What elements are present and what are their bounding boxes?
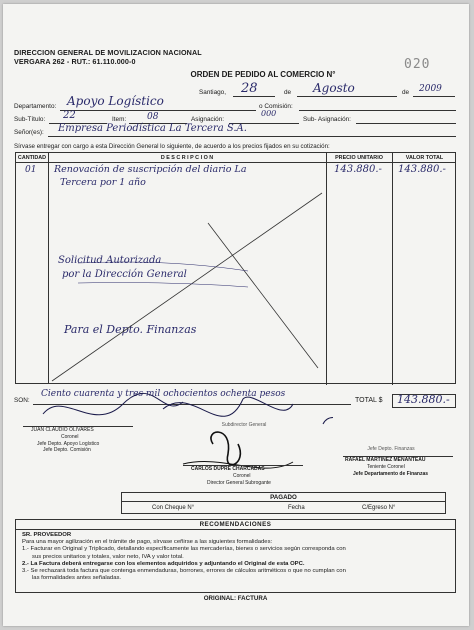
right-stamp-text: Jefe Depto. Finanzas xyxy=(367,446,415,452)
copy-designation: ORIGINAL: FACTURA xyxy=(203,595,268,602)
recommendations-intro: Para una mayor agilización en el trámite de pago, sírvase ceñirse a las siguientes formalidades: xyxy=(22,539,273,546)
cheque-label: Con Cheque N° xyxy=(152,505,195,511)
son-value: Ciento cuarenta y tres mil ochocientos ochenta pesos xyxy=(41,389,286,399)
recommendations-content xyxy=(22,532,452,582)
departamento-underline xyxy=(60,110,256,111)
row1-description-line2: Tercera por 1 año xyxy=(60,177,146,188)
instruction-text: Sírvase entregar con cargo a esta Dirección General lo siguiente, de acuerdo a los precios fijados en su cotización: xyxy=(14,143,330,150)
subtitulo-value: 22 xyxy=(63,110,76,121)
note-authorized-line2: por la Dirección General xyxy=(62,269,187,280)
santiago-label: Santiago, xyxy=(199,89,227,96)
comision-value: 000 xyxy=(261,109,277,118)
departamento-value: Apoyo Logístico xyxy=(67,94,164,108)
folio-number: 020 xyxy=(404,57,431,72)
item-value: 08 xyxy=(147,112,159,122)
org-header xyxy=(14,48,202,66)
date-month: Agosto xyxy=(313,81,355,95)
header-descripcion: D E S C R I P C I O N xyxy=(160,155,214,161)
senores-label: Señor(es): xyxy=(14,129,44,136)
purchase-order-page xyxy=(3,4,469,626)
son-label: SON: xyxy=(14,397,30,404)
recommendation-2: 2.- La Factura deberá entregarse con los elementos adquiridos y adjuntando el Original de esta OPC. xyxy=(22,560,305,567)
row1-quantity: 01 xyxy=(25,165,37,175)
recommendation-3b: las formalidades antes señaladas. xyxy=(32,575,122,582)
right-signer-rank: Teniente Coronel xyxy=(367,464,405,470)
comision-underline xyxy=(299,110,456,111)
month-underline xyxy=(297,96,397,97)
org-name: DIRECCION GENERAL DE MOVILIZACION NACIONAL xyxy=(14,48,202,57)
cancel-strike-lines xyxy=(48,163,326,385)
header-precio-unitario: PRECIO UNITARIO xyxy=(335,155,383,161)
left-signer-role-2: Jefe Depto. Comisión xyxy=(43,447,91,453)
fecha-label: Fecha xyxy=(288,505,305,511)
date-year: 2009 xyxy=(419,84,442,94)
senores-value: Empresa Periodística La Tercera S.A. xyxy=(58,123,247,134)
comision-label: o Comisión: xyxy=(259,103,293,110)
senores-underline xyxy=(48,136,456,137)
header-valor-total: VALOR TOTAL xyxy=(405,155,444,161)
day-underline xyxy=(233,96,275,97)
total-value: 143.880.- xyxy=(397,393,450,406)
column-divider-3 xyxy=(392,153,393,385)
left-signer-role-1: Jefe Depto. Apoyo Logístico xyxy=(37,441,100,447)
recommendations-box xyxy=(15,519,456,593)
recommendation-3a: 3.- Se rechazará toda factura que contenga enmendaduras, borrones, errores de cálculos aritméticos o que no cumplan con xyxy=(22,568,346,575)
right-signer-name: RAFAEL MARTINEZ MENANTEAU xyxy=(345,457,426,463)
center-signer-role: Director General Subrogante xyxy=(207,480,271,486)
recommendations-title: RECOMENDACIONES xyxy=(16,520,455,530)
asignacion-label: Asignación: xyxy=(191,116,225,123)
recommendations-addressee: SR. PROVEEDOR xyxy=(22,532,72,538)
center-top-stamp: Subdirector General xyxy=(221,422,267,428)
de-label-2: de xyxy=(402,89,410,96)
subasignacion-label: Sub- Asignación: xyxy=(303,116,351,123)
center-signer-name: CARLOS DUPRE CHARCADAS xyxy=(191,466,265,472)
row1-total: 143.880.- xyxy=(398,164,446,175)
date-day: 28 xyxy=(241,81,258,96)
note-authorized-line1: Solicitud Autorizada xyxy=(58,255,162,266)
note-finance: Para el Depto. Finanzas xyxy=(64,323,197,336)
left-signer-rank: Coronel xyxy=(61,434,79,440)
pagado-box xyxy=(121,492,446,514)
recommendation-1b: sus precios unitarios y totales, valor neto, IVA y valor total. xyxy=(32,553,184,560)
items-table xyxy=(15,152,456,384)
org-address: VERGARA 262 - RUT.: 61.110.000-0 xyxy=(14,57,136,66)
column-divider-2 xyxy=(326,153,327,385)
pagado-title: PAGADO xyxy=(122,493,445,502)
year-underline xyxy=(413,96,455,97)
right-signer-role: Jefe Departamento de Finanzas xyxy=(353,471,429,477)
departamento-label: Departamento: xyxy=(14,103,57,110)
total-label: TOTAL $ xyxy=(355,397,383,404)
header-cantidad: CANTIDAD xyxy=(17,155,47,161)
subtitulo-label: Sub-Título: xyxy=(14,116,46,123)
item-label: Item: xyxy=(112,116,127,123)
de-label-1: de xyxy=(284,89,292,96)
row1-description-line1: Renovación de suscripción del diario La xyxy=(54,164,247,175)
center-signer-rank: Coronel xyxy=(233,473,251,479)
subasignacion-underline xyxy=(356,123,456,124)
egreso-label: C/Egreso N° xyxy=(362,505,396,511)
recommendation-1a: 1.- Facturar en Original y Triplicado, detallando específicamente las mercaderías, bienes o servicios según corresponda con xyxy=(22,546,346,553)
row1-unit-price: 143.880.- xyxy=(334,164,382,175)
document-title: ORDEN DE PEDIDO AL COMERCIO N° xyxy=(190,70,336,79)
left-signer-name: JUAN CLAUDIO OLIVARES xyxy=(31,427,94,433)
